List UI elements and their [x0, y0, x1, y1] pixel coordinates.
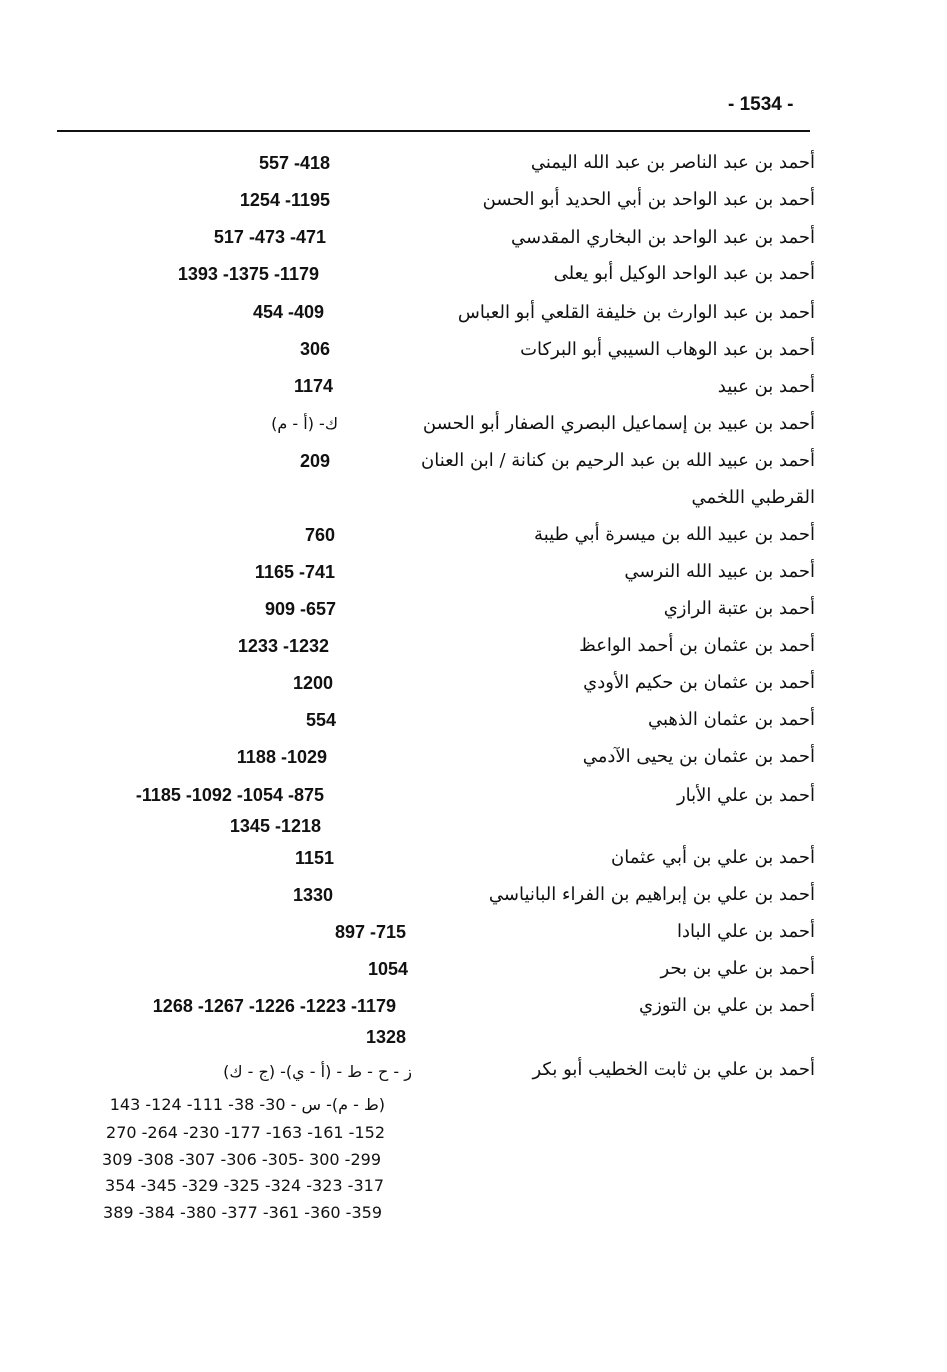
entry-name: أحمد بن عبيد الله بن ميسرة أبي طيبة: [534, 524, 815, 545]
entry-pages: 1188 -1029: [236, 747, 327, 767]
entry-name: أحمد بن علي الأبار: [676, 785, 815, 806]
entry-name: أحمد بن عبد الناصر بن عبد الله اليمني: [530, 152, 815, 173]
entry-pages-continuation: (ط - م)- س - 30- 38- 111- 124- 143: [109, 1095, 385, 1114]
entry-name: أحمد بن عبيد بن إسماعيل البصري الصفار أبو الحسن: [422, 413, 815, 434]
entry-pages: 1151: [294, 848, 334, 868]
entry-name: أحمد بن عبد الوهاب السيبي أبو البركات: [520, 339, 815, 360]
entry-pages: 1254 -1195: [239, 190, 330, 210]
entry-pages: ك- (أ - م): [271, 414, 338, 433]
entry-pages: 1165 -741: [254, 562, 335, 582]
entry-name: أحمد بن عبد الوارث بن خليفة القلعي أبو العباس: [457, 302, 815, 323]
entry-pages: 454 -409: [252, 302, 324, 322]
entry-pages: 1233 -1232: [237, 636, 329, 656]
entry-name: أحمد بن عبد الواحد الوكيل أبو يعلى: [553, 263, 815, 284]
header-rule: [57, 130, 810, 132]
entry-name: أحمد بن علي بن التوزي: [639, 995, 815, 1016]
entry-pages: -1185 -1092 -1054 -875: [135, 785, 324, 805]
entry-pages: 554: [305, 710, 336, 730]
entry-pages-continuation: 152- 161- 163- 177- 230- 264- 270: [106, 1123, 385, 1142]
entry-name: أحمد بن عبد الواحد بن البخاري المقدسي: [510, 227, 815, 248]
entry-pages: 517 -473 -471: [213, 227, 326, 247]
entry-pages: 557 -418: [258, 153, 330, 173]
entry-name: أحمد بن علي بن إبراهيم بن الفراء البانياسي: [488, 884, 815, 905]
entry-name: أحمد بن علي البادا: [677, 921, 815, 942]
entry-pages: 306: [299, 339, 330, 359]
entry-name: أحمد بن عثمان بن يحيى الآدمي: [582, 746, 815, 767]
entry-name: أحمد بن عبيد الله بن عبد الرحيم بن كنانة / ابن العنان: [420, 450, 815, 471]
entry-pages-continuation: 1345 -1218: [229, 816, 321, 836]
entry-pages-continuation: 1328: [365, 1027, 406, 1047]
entry-name: أحمد بن علي بن بحر: [660, 958, 815, 979]
entry-name: أحمد بن عبيد: [717, 376, 815, 397]
entry-pages: 1268 -1267 -1226 -1223 -1179: [152, 996, 396, 1016]
entry-name-continuation: القرطبي اللخمي: [691, 487, 815, 508]
entry-name: أحمد بن عثمان بن حكيم الأودي: [583, 672, 815, 693]
entry-pages-continuation: 317- 323- 324- 325- 329- 345- 354: [105, 1176, 384, 1195]
entry-pages: 760: [304, 525, 335, 545]
entry-pages: 1393 -1375 -1179: [177, 264, 319, 284]
entry-name: أحمد بن عبيد الله النرسي: [624, 561, 815, 582]
entry-name: أحمد بن علي بن ثابت الخطيب أبو بكر: [532, 1059, 815, 1080]
page-number: - 1534 -: [728, 94, 794, 115]
entry-pages: 1200: [292, 673, 333, 693]
entry-pages: 209: [299, 451, 330, 471]
entry-pages: 1054: [367, 959, 408, 979]
entry-pages: 1330: [292, 885, 333, 905]
entry-name: أحمد بن عثمان بن أحمد الواعظ: [579, 635, 815, 656]
entry-pages-continuation: 359- 360- 361- 377- 380- 384- 389: [103, 1203, 382, 1222]
entry-pages: ز - ح - ط - (أ - ي)- (ج - ك): [223, 1062, 412, 1081]
entry-name: أحمد بن عتبة الرازي: [663, 598, 815, 619]
entry-pages: 1174: [293, 376, 333, 396]
entry-name: أحمد بن عثمان الذهبي: [647, 709, 815, 730]
entry-pages: 897 -715: [334, 922, 406, 942]
entry-pages: 909 -657: [264, 599, 336, 619]
entry-name: أحمد بن علي بن أبي عثمان: [610, 847, 815, 868]
entry-pages-continuation: 299- 300 -305- 306- 307- 308- 309: [102, 1150, 381, 1169]
entry-name: أحمد بن عبد الواحد بن أبي الحديد أبو الحسن: [482, 189, 815, 210]
